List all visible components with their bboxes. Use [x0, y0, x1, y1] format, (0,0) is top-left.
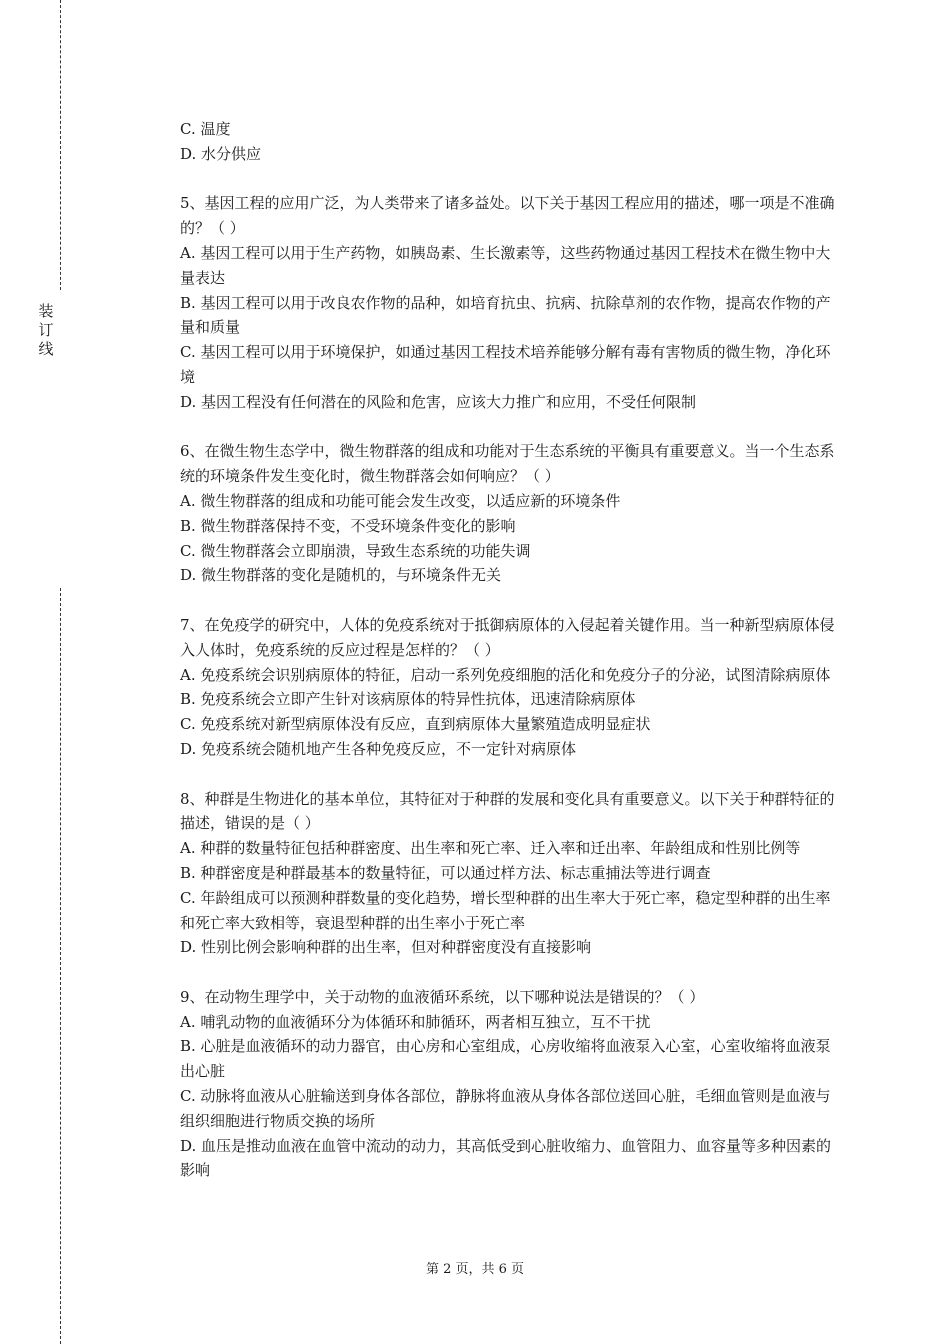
question-stem: 8、种群是生物进化的基本单位，其特征对于种群的发展和变化具有重要意义。以下关于种群特征的描述，错误的是（ ）	[180, 789, 835, 833]
binding-dash-top	[60, 0, 61, 290]
option: B. 种群密度是种群最基本的数量特征，可以通过样方法、标志重捕法等进行调查	[180, 863, 711, 882]
question-stem: 9、在动物生理学中，关于动物的血液循环系统，以下哪种说法是错误的？（ ）	[180, 987, 705, 1006]
binding-dash-bottom	[60, 588, 61, 1344]
option: A. 免疫系统会识别病原体的特征，启动一系列免疫细胞的活化和免疫分子的分泌，试图清除病原体	[180, 665, 831, 684]
option: A. 哺乳动物的血液循环分为体循环和肺循环，两者相互独立，互不干扰	[180, 1012, 651, 1031]
page-footer: 第 2 页，共 6 页	[425, 1262, 525, 1277]
option: D. 微生物群落的变化是随机的，与环境条件无关	[180, 566, 502, 585]
option: A. 基因工程可以用于生产药物，如胰岛素、生长激素等，这些药物通过基因工程技术在微生物中大量表达	[180, 243, 831, 287]
option: A. 微生物群落的组成和功能可能会发生改变，以适应新的环境条件	[180, 491, 621, 510]
option: C. 温度	[180, 120, 231, 138]
carryover-options	[180, 117, 842, 167]
option: C. 动脉将血液从心脏输送到身体各部位，静脉将血液从身体各部位送回心脏，毛细血管则是血液与组织细胞进行物质交换的场所	[180, 1087, 831, 1130]
question-5	[180, 191, 842, 414]
binding-char: 线	[38, 340, 54, 358]
option: B. 免疫系统会立即产生针对该病原体的特异性抗体，迅速清除病原体	[180, 690, 636, 709]
option: D. 免疫系统会随机地产生各种免疫反应，不一定针对病原体	[180, 739, 577, 758]
option: A. 种群的数量特征包括种群密度、出生率和死亡率、迁入率和迁出率、年龄组成和性别比例等	[180, 839, 801, 858]
question-stem: 7、在免疫学的研究中，人体的免疫系统对于抵御病原体的入侵起着关键作用。当一种新型病原体侵入人体时，免疫系统的反应过程是怎样的？（ ）	[180, 615, 835, 659]
question-8	[180, 787, 842, 961]
option: C. 微生物群落会立即崩溃，导致生态系统的功能失调	[180, 541, 531, 560]
option: D. 水分供应	[180, 144, 262, 163]
binding-label	[36, 302, 56, 359]
option: B. 基因工程可以用于改良农作物的品种，如培育抗虫、抗病、抗除草剂的农作物，提高农作物的产量和质量	[180, 293, 831, 337]
option: B. 微生物群落保持不变，不受环境条件变化的影响	[180, 516, 516, 535]
option: D. 血压是推动血液在血管中流动的动力，其高低受到心脏收缩力、血管阻力、血容量等多种因素的影响	[180, 1136, 832, 1180]
option: C. 免疫系统对新型病原体没有反应，直到病原体大量繁殖造成明显症状	[180, 715, 651, 734]
question-stem: 5、基因工程的应用广泛，为人类带来了诸多益处。以下关于基因工程应用的描述，哪一项是不准确的？（ ）	[180, 194, 835, 238]
binding-char: 装	[38, 302, 54, 320]
question-6	[180, 439, 842, 588]
question-7	[180, 613, 842, 762]
binding-char: 订	[38, 321, 54, 339]
option: C. 年龄组成可以预测种群数量的变化趋势，增长型种群的出生率大于死亡率，稳定型种群的出生率和死亡率大致相等，衰退型种群的出生率小于死亡率	[180, 888, 831, 932]
question-stem: 6、在微生物生态学中，微生物群落的组成和功能对于生态系统的平衡具有重要意义。当一个生态系统的环境条件发生变化时，微生物群落会如何响应？（ ）	[180, 442, 835, 486]
option: B. 心脏是血液循环的动力器官，由心房和心室组成，心房收缩将血液泵入心室，心室收缩将血液泵出心脏	[180, 1037, 831, 1081]
option: D. 基因工程没有任何潜在的风险和危害，应该大力推广和应用，不受任何限制	[180, 392, 697, 411]
option: C. 基因工程可以用于环境保护，如通过基因工程技术培养能够分解有毒有害物质的微生物，净化环境	[180, 343, 831, 386]
question-9	[180, 985, 842, 1183]
page-content	[180, 117, 842, 1183]
option: D. 性别比例会影响种群的出生率，但对种群密度没有直接影响	[180, 938, 592, 957]
